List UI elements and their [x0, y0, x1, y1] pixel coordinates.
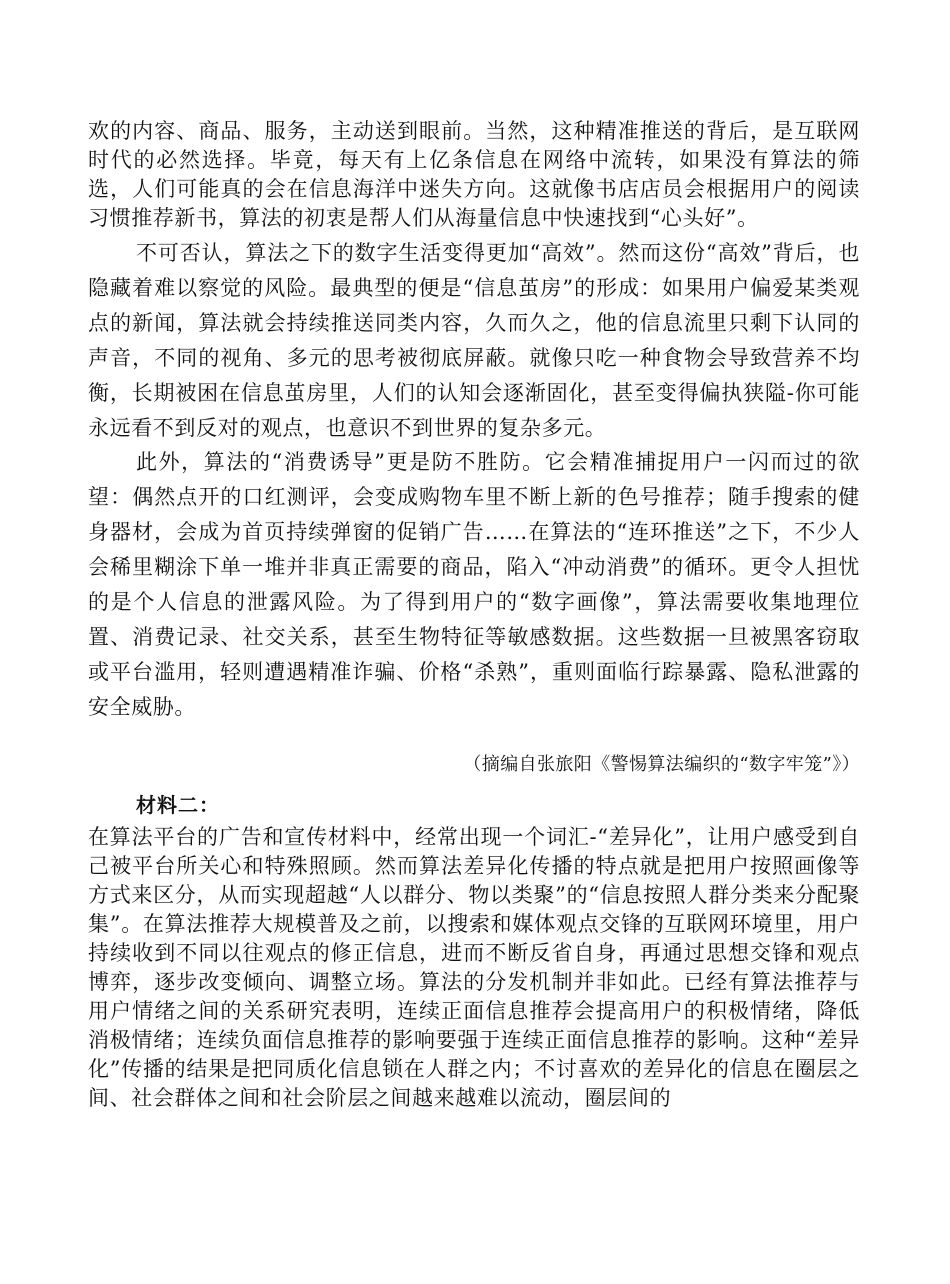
paragraph-information-cocoon: 不可否认，算法之下的数字生活变得更加“高效”。然而这份“高效”背后，也隐藏着难以察觉的风险。最典型的便是“信息茧房”的形成：如果用户偏爱某类观点的新闻，算法就会持续推送同类内容，久而久之，他的信息流里只剩下认同的声音，不同的视角、多元的思考被彻底屏蔽。就像只吃一种食物会导致营养不均衡，长期被困在信息茧房里，人们的认知会逐渐固化，甚至变得偏执狭隘-你可能永远看不到反对的观点，也意识不到世界的复杂多元。: [88, 241, 860, 440]
material-two-heading: 材料二：: [136, 793, 220, 817]
paragraph-continuation: 欢的内容、商品、服务，主动送到眼前。当然，这种精准推送的背后，是互联网时代的必然选择。毕竟，每天有上亿条信息在网络中流转，如果没有算法的筛选，人们可能真的会在信息海洋中迷失方向。这就像书店店员会根据用户的阅读习惯推荐新书，算法的初衷是帮人们从海量信息中快速找到“心头好”。: [88, 119, 860, 230]
paragraph-material-two: 在算法平台的广告和宣传材料中，经常出现一个词汇-“差异化”，让用户感受到自己被平台所关心和特殊照顾。然而算法差异化传播的特点就是把用户按照画像等方式来区分，从而实现超越“人以群分、物以类聚”的“信息按照人群分类来分配聚集”。在算法推荐大规模普及之前，以搜索和媒体观点交锋的互联网环境里，用户持续收到不同以往观点的修正信息，进而不断反省自身，再通过思想交锋和观点博弈，逐步改变倾向、调整立场。算法的分发机制并非如此。已经有算法推荐与用户情绪之间的关系研究表明，连续正面信息推荐会提高用户的积极情绪，降低消极情绪；连续负面信息推荐的影响要强于连续正面信息推荐的影响。这种“差异化”传播的结果是把同质化信息锁在人群之内；不讨喜欢的差异化的信息在圈层之间、社会群体之间和社会阶层之间越来越难以流动，圈层间的: [88, 825, 860, 1110]
paragraph-consumption-inducement: 此外，算法的“消费诱导”更是防不胜防。它会精准捕捉用户一闪而过的欲望：偶然点开的口红测评，会变成购物车里不断上新的色号推荐；随手搜索的健身器材，会成为首页持续弹窗的促销广告……在算法的“连环推送”之下，不少人会稀里糊涂下单一堆并非真正需要的商品，陷入“冲动消费”的循环。更令人担忧的是个人信息的泄露风险。为了得到用户的“数字画像”，算法需要收集地理位置、消费记录、社交关系，甚至生物特征等敏感数据。这些数据一旦被黑客窃取或平台滥用，轻则遭遇精准诈骗、价格“杀熟”，重则面临行踪暴露、隐私泄露的安全威胁。: [88, 450, 860, 719]
source-citation: （摘编自张旅阳《警惕算法编织的“数字牢笼”》）: [463, 754, 860, 775]
